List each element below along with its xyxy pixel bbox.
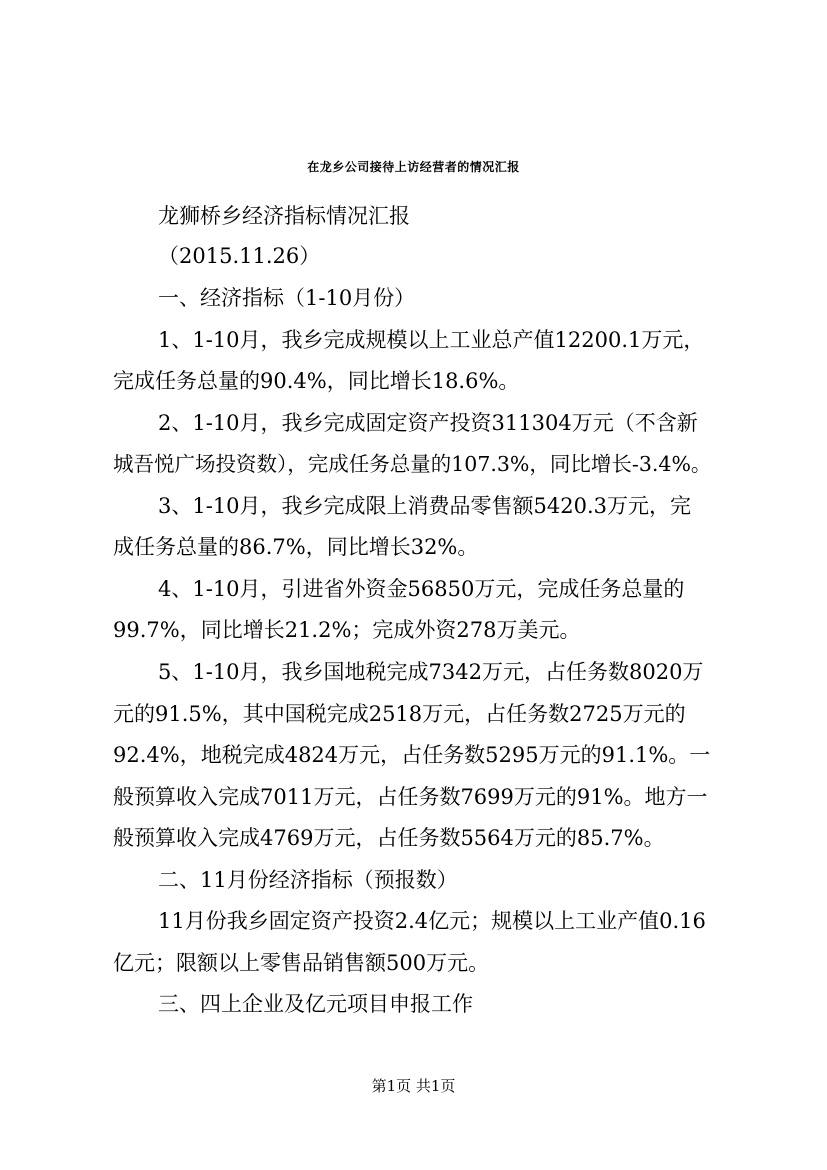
item2-line1: 2、1-10月，我乡完成固定资产投资311304万元（不含新 <box>158 411 698 435</box>
item5-line3: 92.4%，地税完成4824万元，占任务数5295万元的91.1%。一 <box>113 743 711 767</box>
document-title: 在龙乡公司接待上访经营者的情况汇报 <box>307 160 520 174</box>
item1-line1: 1、1-10月，我乡完成规模以上工业总产值12200.1万元， <box>158 328 705 352</box>
item5-line2: 元的91.5%，其中国税完成2518万元，占任务数2725万元的 <box>113 702 686 726</box>
item2-line2: 城吾悦广场投资数），完成任务总量的107.3%，同比增长-3.4%。 <box>113 452 712 476</box>
item5-line5: 般预算收入完成4769万元，占任务数5564万元的85.7%。 <box>113 826 665 850</box>
item5-line1: 5、1-10月，我乡国地税完成7342万元，占任务数8020万 <box>158 660 704 684</box>
item4-line2: 99.7%，同比增长21.2%；完成外资278万美元。 <box>113 618 581 642</box>
page-footer: 第1页 共1页 <box>371 1077 456 1095</box>
section3-heading: 三、四上企业及亿元项目申报工作 <box>158 992 473 1016</box>
item5-line4: 般预算收入完成7011万元，占任务数7699万元的91%。地方一 <box>113 785 708 809</box>
item3-line1: 3、1-10月，我乡完成限上消费品零售额5420.3万元，完 <box>158 494 692 518</box>
item4-line1: 4、1-10月，引进省外资金56850万元，完成任务总量的 <box>158 577 685 601</box>
document-subtitle: 龙狮桥乡经济指标情况汇报 <box>158 204 410 228</box>
section2-heading: 二、11月份经济指标（预报数） <box>158 868 458 892</box>
section2-body-line2: 亿元；限额以上零售品销售额500万元。 <box>113 951 490 975</box>
item3-line2: 成任务总量的86.7%，同比增长32%。 <box>113 535 479 559</box>
item1-line2: 完成任务总量的90.4%，同比增长18.6%。 <box>113 369 520 393</box>
section2-body-line1: 11月份我乡固定资产投资2.4亿元；规模以上工业产值0.16 <box>158 909 706 933</box>
document-date: （2015.11.26） <box>158 244 321 268</box>
section1-heading: 一、经济指标（1-10月份） <box>158 286 416 310</box>
